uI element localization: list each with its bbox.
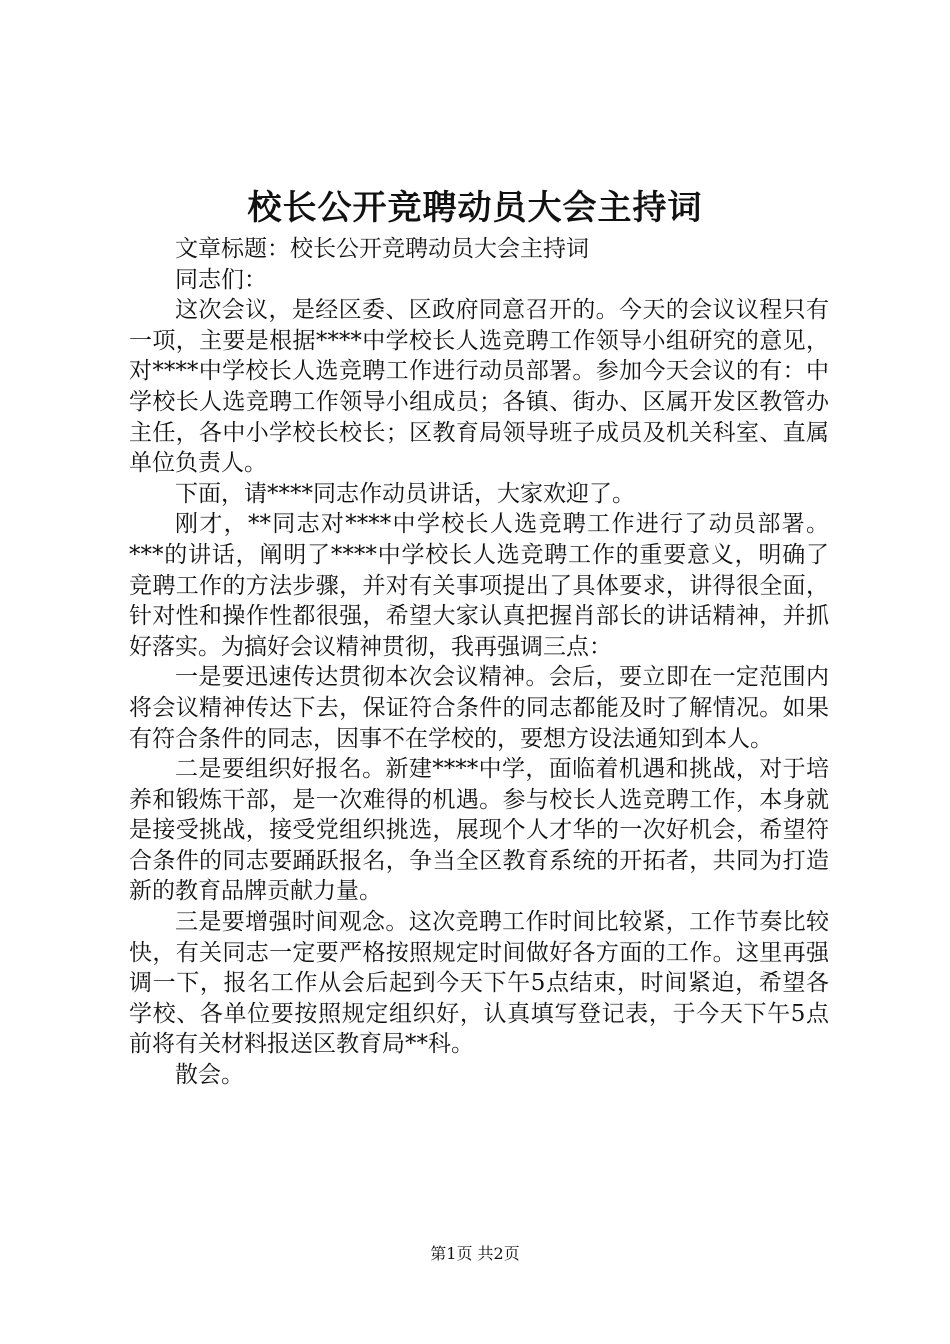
page-indicator: 第1页 共2页 [430, 1244, 520, 1263]
document-title: 校长公开竞聘动员大会主持词 [247, 188, 703, 228]
document-body [129, 234, 829, 1091]
paragraph-point-one: 一是要迅速传达贯彻本次会议精神。会后，要立即在一定范围内将会议精神传达下去，保证符合条件的同志都能及时了解情况。如果有符合条件的同志，因事不在学校的，要想方设法通知到本人。 [129, 664, 829, 752]
salutation: 同志们： [175, 266, 267, 293]
paragraph-closing: 散会。 [175, 1062, 244, 1089]
paragraph-point-two: 二是要组织好报名。新建****中学，面临着机遇和挑战，对于培养和锻炼干部，是一次难得的机遇。参与校长人选竞聘工作，本身就是接受挑战，接受党组织挑选，展现个人才华的一次好机会，希望符合条件的同志要踊跃报名，争当全区教育系统的开拓者，共同为打造新的教育品牌贡献力量。 [129, 756, 829, 905]
paragraph-invite-speech: 下面，请****同志作动员讲话，大家欢迎了。 [175, 480, 635, 507]
paragraph-summary: 刚才，**同志对****中学校长人选竞聘工作进行了动员部署。***的讲话，阐明了****中学校长人选竞聘工作的重要意义，明确了竞聘工作的方法步骤，并对有关事项提出了具体要求，讲得很全面，针对性和操作性都很强，希望大家认真把握肖部长的讲话精神，并抓好落实。为搞好会议精神贯彻，我再强调三点： [129, 511, 829, 660]
article-title-line: 文章标题：校长公开竞聘动员大会主持词 [175, 236, 589, 262]
paragraph-point-three: 三是要增强时间观念。这次竞聘工作时间比较紧，工作节奏比较快，有关同志一定要严格按照规定时间做好各方面的工作。这里再强调一下，报名工作从会后起到今天下午5点结束，时间紧迫，希望各学校、各单位要按照规定组织好，认真填写登记表，于今天下午5点前将有关材料报送区教育局**科。 [129, 909, 829, 1058]
paragraph-opening: 这次会议，是经区委、区政府同意召开的。今天的会议议程只有一项，主要是根据****中学校长人选竞聘工作领导小组研究的意见，对****中学校长人选竞聘工作进行动员部署。参加今天会议的有：中学校长人选竞聘工作领导小组成员；各镇、街办、区属开发区教管办主任，各中小学校长校长；区教育局领导班子成员及机关科室、直属单位负责人。 [129, 297, 829, 477]
